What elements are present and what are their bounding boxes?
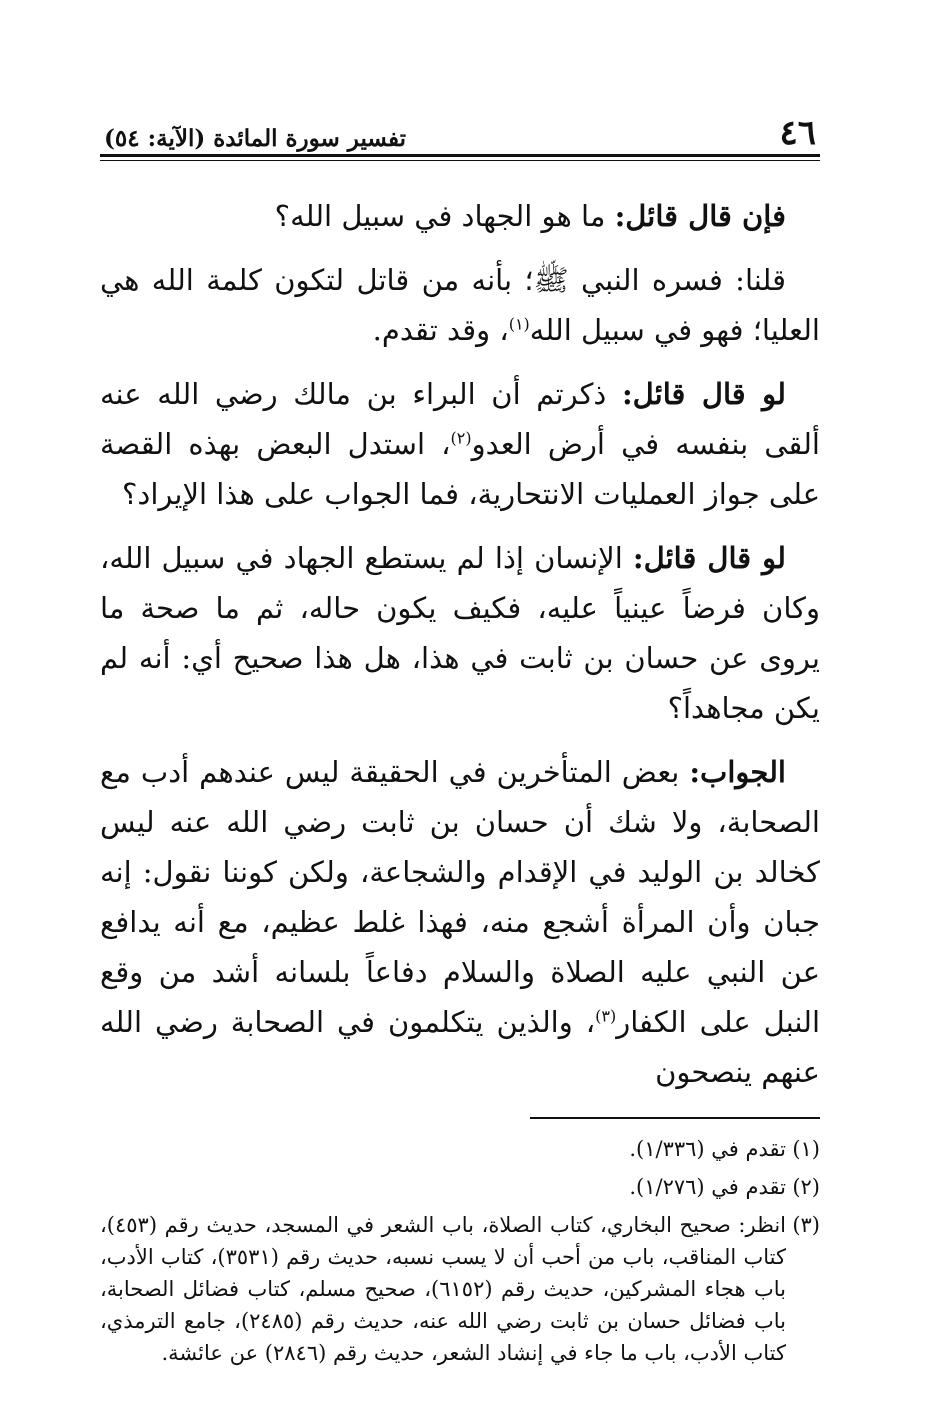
paragraph-text-continued: ، استدل البعض بهذه القصة على جواز العمليات الانتحارية، فما الجواب على هذا الإيراد؟	[100, 427, 820, 511]
page-header	[100, 110, 820, 154]
paragraph-question-hassan	[100, 533, 820, 733]
paragraph-lead: الجواب:	[689, 755, 786, 789]
paragraph-text-continued: ، وقد تقدم.	[372, 313, 509, 347]
paragraph-text: ذكرتم أن البراء بن مالك رضي الله عنه ألقى بنفسه في أرض العدو	[100, 377, 820, 461]
paragraph-question-jihad	[100, 191, 820, 241]
footnote-text: تقدم في (١/٣٣٦).	[629, 1137, 786, 1161]
footnote-ref-3[interactable]: (٣)	[595, 1006, 617, 1026]
footnote-rule	[530, 1117, 820, 1119]
footnote-number: (١)	[792, 1137, 820, 1161]
book-page	[100, 110, 820, 1375]
running-title: تفسير سورة المائدة (الآية: ٥٤)	[104, 125, 406, 152]
paragraph-lead: لو قال قائل:	[632, 541, 786, 575]
footnote-number: (٢)	[792, 1175, 820, 1199]
footnote-ref-2[interactable]: (٢)	[450, 428, 472, 448]
footnote-text: انظر: صحيح البخاري، كتاب الصلاة، باب الشعر في المسجد، حديث رقم (٤٥٣)، كتاب المناقب، باب من أحب أن لا يسب نسبه، حديث رقم (٣٥٣١)، كتاب الأدب، باب هجاء المشركين، حديث رقم (٦١٥٢)، صحيح مسلم، كتاب فضائل الصحابة، باب فضائل حسان بن ثابت رضي الله عنه، حديث رقم (٢٤٨٥)، جامع الترمذي، كتاب الأدب، باب ما جاء في إنشاد الشعر، حديث رقم (٢٨٤٦) عن عائشة.	[100, 1213, 786, 1365]
footnote-ref-1[interactable]: (١)	[508, 314, 530, 334]
paragraph-lead: لو قال قائل:	[621, 377, 786, 411]
paragraph-text: ما هو الجهاد في سبيل الله؟	[274, 199, 615, 233]
paragraph-text-continued: ، والذين يتكلمون في الصحابة رضي الله عنهم ينصحون	[100, 1005, 820, 1089]
paragraph-lead: فإن قال قائل:	[614, 199, 786, 233]
footnotes	[100, 1133, 820, 1369]
footnote-1	[100, 1133, 820, 1165]
main-text	[100, 191, 820, 1097]
header-rule	[100, 154, 820, 161]
paragraph-question-baraa	[100, 369, 820, 519]
footnote-3	[100, 1209, 820, 1369]
page-number: ٤٦	[779, 113, 816, 153]
paragraph-text: قلنا: فسره النبي ﷺ؛ بأنه من قاتل لتكون كلمة الله هي العليا؛ فهو في سبيل الله	[100, 263, 820, 347]
footnote-number: (٣)	[792, 1213, 820, 1237]
footnote-2	[100, 1171, 820, 1203]
footnote-text: تقدم في (١/٢٧٦).	[629, 1175, 786, 1199]
paragraph-answer-jihad	[100, 255, 820, 355]
paragraph-text: بعض المتأخرين في الحقيقة ليس عندهم أدب مع الصحابة، ولا شك أن حسان بن ثابت رضي الله عنه ليس كخالد بن الوليد في الإقدام والشجاعة، ولكن كوننا نقول: إنه جبان وأن المرأة أشجع منه، فهذا غلط عظيم، مع أنه يدافع عن النبي عليه الصلاة والسلام دفاعاً بلسانه أشد من وقع النبل على الكفار	[100, 755, 820, 1039]
paragraph-answer-hassan	[100, 747, 820, 1097]
paragraph-text: الإنسان إذا لم يستطع الجهاد في سبيل الله، وكان فرضاً عينياً عليه، فكيف يكون حاله، ثم ما صحة ما يروى عن حسان بن ثابت في هذا، هل هذا صحيح أي: أنه لم يكن مجاهداً؟	[100, 541, 820, 725]
